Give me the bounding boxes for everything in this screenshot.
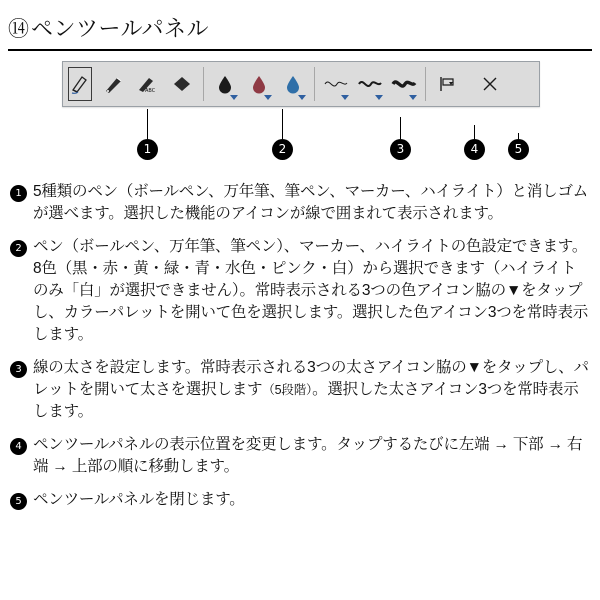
list-item-text: ペンツールパネルの表示位置を変更します。タップするたびに左端 → 下部 → 右端 → 上部の順に移動します。 (33, 436, 583, 475)
list-item (10, 357, 590, 423)
chevron-down-icon[interactable] (375, 95, 383, 100)
chevron-down-icon[interactable] (409, 95, 417, 100)
list-item (10, 434, 590, 478)
chevron-down-icon[interactable] (341, 95, 349, 100)
title-text: ペンツールパネル (31, 16, 210, 41)
callout-bullet: 1 (137, 139, 158, 160)
pen-type-group (63, 62, 199, 106)
page-title (0, 0, 600, 47)
chevron-down-icon[interactable] (264, 95, 272, 100)
list-item-text-note: （5段階） (262, 383, 313, 397)
list-item-text: ペンツールパネルを閉じます。 (33, 491, 245, 508)
ink-drop-red-icon[interactable] (242, 62, 276, 106)
list-item-number: 3 (10, 361, 27, 378)
svg-text:ABC: ABC (145, 88, 156, 94)
list-item (10, 181, 590, 225)
callout-bullet: 4 (464, 139, 485, 160)
color-group (208, 62, 310, 106)
move-panel-icon[interactable] (430, 62, 464, 106)
list-item (10, 236, 590, 346)
divider (314, 67, 315, 101)
divider (203, 67, 204, 101)
callout-1 (137, 109, 158, 160)
callout-5 (508, 133, 529, 160)
ink-drop-blue-icon[interactable] (276, 62, 310, 106)
ballpoint-pen-icon[interactable] (63, 62, 97, 106)
callout-4 (464, 125, 485, 160)
callout-leader (282, 109, 283, 139)
list-item-text: ペン（ボールペン、万年筆、筆ペン）、マーカー、ハイライトの色設定できます。8色（黒・赤・黄・緑・青・水色・ピンク・白）から選択できます（ハイライトのみ「白」が選択できません）。常時表示される3つの色アイコン脇の▼をタップし、カラーパレットを開いて色を選択します。選択した色アイコン3つを常時表示します。 (33, 238, 589, 343)
list-item-text (33, 357, 590, 423)
stroke-thick-icon[interactable] (387, 62, 421, 106)
list-item-number: 5 (10, 493, 27, 510)
title-divider (8, 49, 592, 51)
list-item-text-tail: 。選択した太さアイコン3つを常時表示します。 (33, 381, 579, 420)
list-item-number: 2 (10, 240, 27, 257)
chevron-down-icon[interactable] (230, 95, 238, 100)
chevron-down-icon[interactable] (298, 95, 306, 100)
callout-2 (272, 109, 293, 160)
list-item-text: 5種類のペン（ボールペン、万年筆、筆ペン、マーカー、ハイライト）と消しゴムが選べます。選択した機能のアイコンが線で囲まれて表示されます。 (33, 183, 589, 222)
callout-3 (390, 117, 411, 160)
ink-drop-black-icon[interactable] (208, 62, 242, 106)
callout-leader (147, 109, 148, 139)
list-item (10, 489, 590, 511)
callout-leader (400, 117, 401, 139)
stroke-medium-icon[interactable] (353, 62, 387, 106)
list-item-number: 4 (10, 438, 27, 455)
callout-bullet: 2 (272, 139, 293, 160)
description-list (0, 177, 600, 511)
stroke-thin-icon[interactable] (319, 62, 353, 106)
eraser-icon[interactable] (165, 62, 199, 106)
callout-bullet: 5 (508, 139, 529, 160)
callout-leader (474, 125, 475, 139)
list-item-text-main: 線の太さを設定します。常時表示される3つの太さアイコン脇の▼をタップし、パレットを開いて太さを選択します (33, 359, 589, 398)
callout-group (0, 109, 600, 173)
callout-bullet: 3 (390, 139, 411, 160)
list-item-number: 1 (10, 185, 27, 202)
close-icon[interactable] (473, 62, 507, 106)
brush-pen-icon[interactable] (131, 62, 165, 106)
fountain-pen-icon[interactable] (97, 62, 131, 106)
thickness-group (319, 62, 421, 106)
toolbar-illustration (0, 57, 600, 177)
divider (425, 67, 426, 101)
title-number: ⑭ (8, 18, 29, 41)
pen-tool-panel[interactable] (62, 61, 540, 107)
panel-control-group (430, 62, 507, 106)
